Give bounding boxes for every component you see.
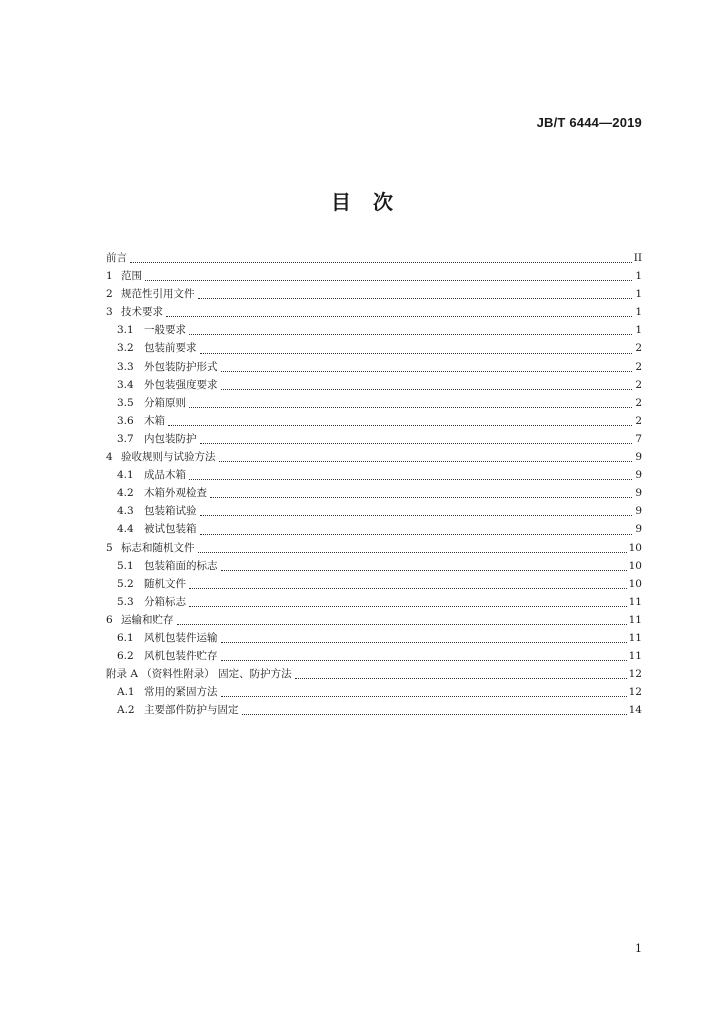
toc-entry-number: 1 [106,270,113,283]
toc-entry-number: A.2 [117,704,135,717]
toc-entry-page: 10 [628,577,642,590]
toc-entry-label: 前言 [106,252,127,264]
toc-entry[interactable] [106,520,642,538]
toc-entry-page: 9 [635,469,642,482]
toc-leader-dots [221,641,627,643]
toc-entry-label: 标志和随机文件 [121,541,195,554]
toc-entry-label: 外包装强度要求 [144,378,218,391]
toc-leader-dots [221,659,627,661]
toc-entry[interactable] [106,267,642,285]
toc-entry-label: 包装箱试验 [144,505,197,518]
toc-leader-dots [295,677,627,679]
toc-entry-page: 2 [635,342,642,355]
toc-entry-label: 一般要求 [144,324,186,337]
toc-entry-number: A.1 [117,686,135,699]
toc-entry[interactable] [106,358,642,376]
toc-entry-number: 4.4 [117,523,134,536]
toc-entry[interactable] [106,502,642,520]
standard-code: JB/T 6444—2019 [536,115,642,130]
toc-entry-number: 3 [106,306,113,319]
toc-entry[interactable] [106,412,642,430]
toc-entry-page: 10 [628,559,642,572]
toc-entry[interactable] [106,303,642,321]
toc-entry-number: 4.1 [117,469,134,482]
toc-entry-page: 1 [635,324,642,337]
toc-leader-dots [177,623,627,625]
toc-leader-dots [145,279,632,281]
toc-entry-page: 11 [628,650,642,663]
toc-entry-number: 3.2 [117,342,134,355]
toc-leader-dots [221,695,627,697]
toc-entry-page: 11 [628,631,642,644]
table-of-contents [106,249,642,719]
toc-entry-label: 成品木箱 [144,469,186,482]
toc-entry-page: II [633,252,642,264]
toc-title [0,186,724,215]
toc-entry-page: 2 [635,378,642,391]
toc-entry-label: 验收规则与试验方法 [121,451,216,464]
toc-leader-dots [210,496,632,498]
toc-entry-number: 3.6 [117,414,134,427]
toc-entry-number: 6 [106,613,113,626]
toc-entry[interactable] [106,321,642,339]
toc-entry-number: 4 [106,451,113,464]
toc-entry-label: 被试包装箱 [144,523,197,536]
toc-leader-dots [189,478,632,480]
toc-entry[interactable] [106,557,642,575]
toc-entry[interactable] [106,593,642,611]
toc-leader-dots [221,569,627,571]
toc-entry-page: 1 [635,288,642,301]
toc-entry-label: 风机包装件运输 [144,631,218,644]
toc-entry-label: 外包装防护形式 [144,360,218,373]
toc-title-char: 目 [331,190,351,214]
toc-entry-label: 分箱标志 [144,595,186,608]
toc-entry-page: 1 [635,306,642,319]
toc-entry[interactable] [106,430,642,448]
toc-entry[interactable] [106,249,642,267]
toc-leader-dots [219,460,633,462]
toc-entry-number: 3.5 [117,396,134,409]
toc-entry[interactable] [106,285,642,303]
toc-leader-dots [242,713,627,715]
toc-entry-page: 2 [635,414,642,427]
toc-entry-page: 7 [635,432,642,445]
toc-entry-page: 2 [635,360,642,373]
toc-entry-number: 5.3 [117,595,134,608]
toc-entry-page: 12 [628,668,642,681]
toc-entry-number: 5 [106,541,113,554]
toc-leader-dots [200,442,633,444]
toc-leader-dots [200,514,633,516]
toc-entry[interactable] [106,539,642,557]
toc-leader-dots [198,297,633,299]
toc-leader-dots [189,587,627,589]
toc-entry-page: 9 [635,523,642,536]
toc-leader-dots [221,388,633,390]
toc-leader-dots [130,261,632,263]
toc-entry[interactable] [106,466,642,484]
toc-leader-dots [198,551,627,553]
toc-entry-label: 常用的紧固方法 [144,686,218,699]
toc-entry[interactable] [106,376,642,394]
toc-entry[interactable] [106,611,642,629]
toc-entry-page: 1 [635,270,642,283]
toc-entry-label: 附录 A （资料性附录） 固定、防护方法 [106,668,292,681]
toc-entry-number: 4.2 [117,487,134,500]
toc-entry-page: 11 [628,613,642,626]
toc-entry-label: 运输和贮存 [121,613,174,626]
toc-leader-dots [168,424,632,426]
toc-entry-number: 3.7 [117,432,134,445]
toc-entry-number: 3.1 [117,324,134,337]
toc-entry[interactable] [106,701,642,719]
toc-title-char: 次 [373,190,393,214]
toc-entry-label: 包装箱面的标志 [144,559,218,572]
toc-entry-number: 4.3 [117,505,134,518]
toc-entry-number: 3.4 [117,378,134,391]
toc-entry-page: 14 [628,704,642,717]
toc-entry-number: 6.2 [117,650,134,663]
toc-entry-label: 随机文件 [144,577,186,590]
toc-entry-label: 包装前要求 [144,342,197,355]
toc-entry[interactable] [106,683,642,701]
toc-leader-dots [189,605,627,607]
toc-entry-label: 内包装防护 [144,432,197,445]
toc-entry-number: 2 [106,288,113,301]
toc-entry-label: 木箱外观检查 [144,487,207,500]
toc-entry-label: 分箱原则 [144,396,186,409]
toc-entry-label: 风机包装件贮存 [144,650,218,663]
toc-entry-number: 5.2 [117,577,134,590]
toc-entry[interactable] [106,629,642,647]
toc-entry-number: 5.1 [117,559,134,572]
toc-entry[interactable] [106,394,642,412]
toc-entry[interactable] [106,575,642,593]
toc-entry-number: 3.3 [117,360,134,373]
toc-entry-page: 9 [635,487,642,500]
toc-leader-dots [200,533,633,535]
toc-leader-dots [189,333,632,335]
toc-entry-page: 10 [628,541,642,554]
toc-entry-number: 6.1 [117,631,134,644]
toc-leader-dots [221,370,633,372]
toc-entry[interactable] [106,484,642,502]
toc-entry[interactable] [106,647,642,665]
toc-entry[interactable] [106,339,642,357]
page-number: 1 [635,942,642,955]
toc-entry[interactable] [106,665,642,683]
toc-leader-dots [166,315,632,317]
toc-leader-dots [189,406,632,408]
toc-entry-label: 规范性引用文件 [121,288,195,301]
toc-entry-page: 2 [635,396,642,409]
toc-entry[interactable] [106,448,642,466]
toc-entry-page: 9 [635,451,642,464]
toc-entry-page: 9 [635,505,642,518]
toc-entry-page: 11 [628,595,642,608]
toc-entry-label: 木箱 [144,414,165,427]
toc-entry-page: 12 [628,686,642,699]
toc-entry-label: 技术要求 [121,306,163,319]
toc-entry-label: 主要部件防护与固定 [144,704,239,717]
toc-leader-dots [200,352,633,354]
toc-entry-label: 范围 [121,270,142,283]
